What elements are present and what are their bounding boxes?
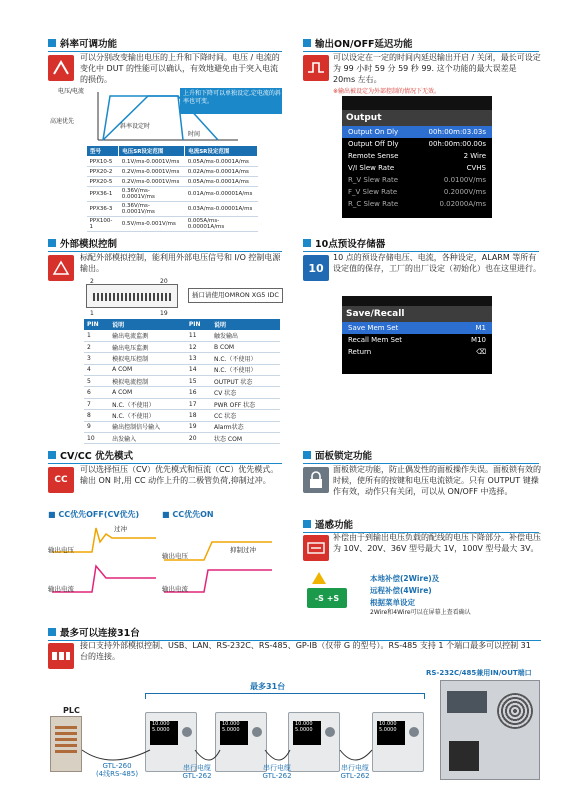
pin-20: 20 bbox=[160, 278, 168, 285]
graph-label-fast: 高速优先 bbox=[50, 118, 75, 125]
lcd-row-save: Save Mem Set M1 bbox=[342, 322, 492, 334]
table-row: PPX20-5 0.2V/ms-0.0001V/ms 0.05A/ms-0.0001A/ms bbox=[87, 177, 258, 187]
power-supply-unit: 10.000 5.0000 bbox=[215, 712, 267, 772]
graph-callout: 上升和下降可以单独设定,定电流的斜率也可变。 bbox=[183, 90, 281, 105]
power-supply-unit: 10.000 5.0000 bbox=[145, 712, 197, 772]
pin-2: 2 bbox=[90, 278, 94, 285]
lcd-row-off-dly: Output Off Dly 00h:00m:00.00s bbox=[348, 140, 486, 148]
lcd-row-recall: Recall Mem Set M10 bbox=[348, 336, 486, 344]
graph-label-slew: 斜率设定时 bbox=[120, 123, 151, 130]
table-row: 10 出发输入 20 状态 COM bbox=[84, 433, 280, 444]
rs-port-label: RS-232C/485兼用IN/OUT端口 bbox=[426, 669, 532, 677]
memory-description: 10 点的预设存储电压、电流，各种设定，ALARM 等所有设定值的保存，工厂的出厂设定（初始化）也在这里进行。 bbox=[333, 253, 541, 273]
section-marker bbox=[48, 39, 56, 47]
suppress-label: 抑制过冲 bbox=[230, 546, 256, 554]
ext-io-icon bbox=[48, 255, 74, 281]
table-row: 2 输出电压监测 12 B COM bbox=[84, 341, 280, 352]
table-row: PPX36-3 0.36V/ms-0.0001V/ms 0.03A/ms-0.00001A/ms bbox=[87, 202, 258, 217]
max-bracket bbox=[145, 693, 425, 699]
overshoot-label: 过冲 bbox=[114, 525, 127, 533]
table-row: 7 N.C.（不使用） 17 PWR OFF 状态 bbox=[84, 398, 280, 409]
sense-terminal: -S +S bbox=[307, 588, 347, 608]
onoff-description: 可以设定在一定的时间内延迟输出开启 / 关闭，最长可设定为 99 小时 59 分 59 秒 99. 这个功能的最大误差是 20ms 左右。 bbox=[333, 53, 541, 84]
graph-label-vi: 电压/电流 bbox=[58, 88, 85, 95]
max-label: 最多31台 bbox=[250, 682, 286, 691]
sense-description: 补偿由于到输出电压负载的配线的电压下降部分。补偿电压为 10V、20V、36V 型号最大 1V，100V 型号最大 3V。 bbox=[333, 533, 541, 553]
table-row: 6 A COM 16 CV 状态 bbox=[84, 387, 280, 398]
plc-label: PLC bbox=[63, 706, 80, 715]
ext-section-header bbox=[48, 236, 282, 250]
col-current-sr: 电流SR设定范围 bbox=[185, 146, 258, 157]
sense-line3: 根据菜单设定 bbox=[370, 598, 415, 607]
cvcc-icon: CC bbox=[48, 467, 74, 493]
warning-icon bbox=[312, 572, 326, 584]
slew-table bbox=[86, 145, 258, 232]
ext-description: 标配外部模拟控制，能利用外部电压信号和 I/O 控制电源输出。 bbox=[80, 253, 281, 273]
sense-note: 2Wire和4Wire可以在屏幕上查看确认 bbox=[370, 609, 471, 616]
onoff-section-header bbox=[303, 36, 539, 50]
lcd-row-rc: R_C Slew Rate 0.02000A/ms bbox=[348, 200, 486, 208]
cvcc-description: 可以选择恒压（CV）优先模式和恒流（CC）优先模式。输出 ON 时,用 CC 动作上升的二极管负荷,抑制过冲。 bbox=[80, 465, 279, 485]
multi-drop-icon bbox=[48, 643, 74, 669]
gtl262-label-2: 串行电缆 GTL-262 bbox=[262, 764, 292, 780]
lcd-title: Save/Recall bbox=[342, 306, 492, 322]
graph-label-time: 时间 bbox=[188, 131, 201, 138]
col-model: 型号 bbox=[87, 146, 119, 157]
table-row: PPX20-2 0.2V/ms-0.0001V/ms 0.02A/ms-0.0001A/ms bbox=[87, 167, 258, 177]
gtl260-label: GTL-260 (4线RS-485) bbox=[95, 762, 139, 778]
slew-title: 斜率可调功能 bbox=[60, 39, 118, 50]
rear-panel bbox=[440, 680, 540, 780]
connector-note: 插口请使用OMRON XG5 IDC bbox=[188, 288, 283, 303]
lock-section-header bbox=[303, 448, 539, 462]
sense-section-header bbox=[303, 517, 539, 531]
gtl262-label-3: 串行电缆 GTL-262 bbox=[340, 764, 370, 780]
slew-description: 可以分别改变输出电压的上升和下降时间。电压 / 电流的变化中 DUT 的性能可以确认，有效地避免由于突入电流的损伤。 bbox=[80, 53, 280, 84]
table-row: 8 N.C.（不使用） 18 CC 状态 bbox=[84, 410, 280, 421]
pin-1: 1 bbox=[90, 310, 94, 317]
ext-title: 外部模拟控制 bbox=[60, 239, 118, 250]
remote-sense-icon bbox=[303, 535, 329, 561]
cvcc-chart1-title: ■ CC优先OFF(CV优先) bbox=[48, 510, 140, 519]
multi-title: 最多可以连接31台 bbox=[60, 628, 140, 639]
lcd-row-fv: F_V Slew Rate 0.2000V/ms bbox=[348, 188, 486, 196]
lock-icon bbox=[303, 467, 329, 493]
table-row: PPX10-5 0.1V/ms-0.0001V/ms 0.05A/ms-0.0001A/ms bbox=[87, 157, 258, 167]
gtl262-label-1: 串行电缆 GTL-262 bbox=[182, 764, 212, 780]
table-row: 4 A COM 14 N.C.（不使用） bbox=[84, 364, 280, 375]
lcd-row-return: Return ⌫ bbox=[348, 348, 486, 356]
onoff-title: 输出ON/OFF延迟功能 bbox=[315, 39, 413, 50]
pin-19: 19 bbox=[160, 310, 168, 317]
cvcc-chart2-title: ■ CC优先ON bbox=[162, 510, 214, 519]
table-row: PPX36-1 0.36V/ms-0.0001V/ms 0.01A/ms-0.00001A/ms bbox=[87, 187, 258, 202]
lock-title: 面板锁定功能 bbox=[315, 451, 373, 462]
connector-diagram bbox=[86, 284, 178, 308]
power-supply-unit: 10.000 5.0000 bbox=[372, 712, 424, 772]
lcd-row-vi-slew: V/I Slew Rate CVHS bbox=[348, 164, 486, 172]
save-recall-lcd-screen bbox=[342, 296, 492, 374]
table-row: 1 输出电流监测 11 触发输出 bbox=[84, 330, 280, 341]
cvcc-section-header bbox=[48, 448, 282, 462]
lock-description: 面板锁定功能，防止偶发性的面板操作失误。面板锁有效的时候，使所有的按键和电压电流锁定。只有 OUTPUT 键操作有效，动作只有关闭，可以从 ON/OFF 中选择。 bbox=[333, 465, 541, 496]
preset-memory-icon: 10 bbox=[303, 255, 329, 281]
lcd-row-on-dly: Output On Dly 00h:00m:03.03s bbox=[342, 126, 492, 138]
lcd-row-rv: R_V Slew Rate 0.0100V/ms bbox=[348, 176, 486, 184]
table-row: 5 模拟电流控制 15 OUTPUT 状态 bbox=[84, 376, 280, 387]
multi-section-header bbox=[48, 625, 541, 639]
sense-title: 遥感功能 bbox=[315, 520, 354, 531]
table-row: 9 输出控制信号输入 19 Alarm状态 bbox=[84, 421, 280, 432]
lcd-row-sense: Remote Sense 2 Wire bbox=[348, 152, 486, 160]
delay-icon bbox=[303, 55, 329, 81]
col-voltage-sr: 电压SR设定范围 bbox=[119, 146, 185, 157]
lcd-title: Output bbox=[342, 110, 492, 126]
slew-rate-icon bbox=[48, 55, 74, 81]
onoff-note: ※输出被设定为外部控制的情况下无效。 bbox=[333, 88, 441, 95]
sense-line2: 远程补偿(4Wire) bbox=[370, 586, 432, 595]
slew-section-header bbox=[48, 36, 282, 50]
memory-section-header bbox=[303, 236, 539, 250]
v-out-label-2: 输出电压 bbox=[162, 552, 188, 560]
pin-table: PIN 说明 PIN 说明 1 输出电流监测 11 触发输出 2 输出电压监测 12 B COM 3 模拟电压控制 13 N.C.（不使用） 4 A COM 14 N.C.（不使用） 5 模拟电流控制 15 OUTPUT 状态 6 A COM 16 CV 状态 7 N.C.（不使用） 17 PWR OFF 状态 8 N.C.（不使用） 18 CC 状态 9 输出控制信号输入 19 Alarm状态 10 出发输入 20 状态 COM bbox=[84, 319, 280, 444]
table-row: 3 模拟电压控制 13 N.C.（不使用） bbox=[84, 353, 280, 364]
v-out-label-1: 输出电压 bbox=[48, 546, 74, 554]
table-row: PPX100-1 0.5V/ms-0.001V/ms 0.005A/ms-0.00001A/ms bbox=[87, 217, 258, 232]
multi-description: 接口支持外部模拟控制、USB、LAN、RS-232C、RS-485、GP-IB（仅带 G 的型号）。RS-485 支持 1 个端口最多可以控制 31 台的连接。 bbox=[80, 641, 531, 661]
memory-title: 10点预设存储器 bbox=[315, 239, 386, 250]
power-supply-unit: 10.000 5.0000 bbox=[288, 712, 340, 772]
i-out-label-2: 输出电流 bbox=[162, 585, 188, 593]
sense-line1: 本地补偿(2Wire)及 bbox=[370, 574, 440, 583]
cvcc-title: CV/CC 优先模式 bbox=[60, 451, 134, 462]
output-lcd-screen bbox=[342, 96, 492, 218]
i-out-label-1: 输出电流 bbox=[48, 585, 74, 593]
